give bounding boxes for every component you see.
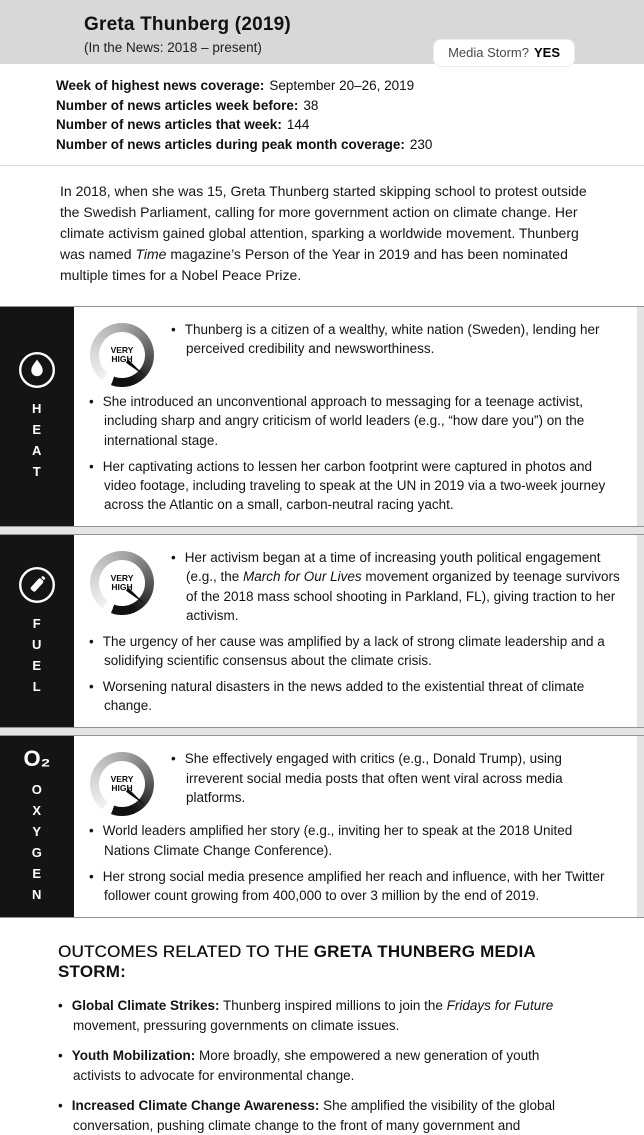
gauge-rating: VERY HIGH — [110, 774, 134, 794]
text-segment: Increased Climate Change Awareness: — [71, 1098, 320, 1114]
gauge-rating: VERY HIGH — [110, 572, 134, 593]
text-segment: She introduced an unconventional approach to messaging for a teenage activist, including sharp and angry criticism of world leaders (e.g., “how dare you”) on the international stage. — [102, 394, 585, 448]
page-subtitle: (In the News: 2018 – present) — [84, 40, 262, 55]
fuel-sidebar — [0, 535, 74, 727]
sidebar-letter: F — [32, 615, 42, 631]
bullet-item — [89, 457, 621, 514]
text-segment: movement, pressuring governments on climate issues. — [73, 1017, 400, 1033]
fuel-gauge — [90, 551, 154, 615]
heat-content — [74, 307, 637, 526]
sidebar-letter: O — [31, 782, 43, 798]
text-segment: magazine’s Person of the Year in 2019 and has been nominated multiple times for a Nobel Peace Prize. — [60, 246, 568, 284]
stat-value: 38 — [303, 97, 319, 113]
bullet-item — [89, 632, 621, 670]
sidebar-letter: N — [32, 887, 42, 903]
analysis-sections — [0, 306, 644, 918]
bullet-item — [89, 677, 621, 715]
text-segment: Youth Mobilization: — [71, 1048, 196, 1064]
oxygen-label — [32, 779, 43, 905]
fuel-content — [74, 535, 637, 727]
bullet-item — [171, 320, 621, 358]
stat-label: Week of highest news coverage: — [56, 78, 265, 93]
o2-symbol: O₂ — [23, 746, 51, 772]
sidebar-letter: E — [32, 657, 42, 673]
sidebar-letter: G — [31, 845, 43, 861]
text-segment: She effectively engaged with critics (e.g., Donald Trump), using irreverent social media posts that often went viral across media platforms. — [184, 751, 563, 805]
oxygen-sidebar — [0, 736, 74, 917]
stat-row-peak-month — [56, 135, 584, 155]
outcomes-heading — [58, 942, 586, 982]
page-title: Greta Thunberg (2019) — [84, 14, 291, 35]
bullet-item — [89, 867, 621, 905]
bullet-item — [171, 548, 621, 625]
fuel-label — [32, 613, 42, 697]
text-segment: Thunberg inspired millions to join the — [219, 998, 447, 1014]
text-segment: Worsening natural disasters in the news added to the existential threat of climate change. — [102, 679, 585, 714]
stat-label: Number of news articles during peak month coverage: — [56, 136, 405, 152]
gauge-dial — [90, 323, 154, 387]
sidebar-letter: U — [32, 636, 42, 652]
oxygen-bullets — [89, 749, 621, 905]
stat-row-week-before — [56, 96, 584, 116]
gauge-dial — [90, 752, 154, 816]
stat-value: 144 — [286, 117, 310, 133]
oxygen-gauge — [90, 752, 154, 816]
bullet-item — [58, 996, 586, 1035]
outcomes-list — [58, 996, 586, 1135]
text-segment: Fridays for Future — [446, 998, 554, 1014]
text-segment: She amplified the visibility of the global conversation, pushing climate change to the front of many government and — [73, 1098, 555, 1133]
fuel-bullets — [89, 548, 621, 715]
text-segment: March for Our Lives — [243, 569, 362, 585]
heat-sidebar — [0, 307, 74, 526]
text-segment: More broadly, she empowered a new generation of youth activists to advocate for environmental change. — [73, 1048, 540, 1083]
sidebar-letter: E — [32, 422, 42, 438]
heat-label — [32, 398, 42, 482]
sidebar-letter: T — [32, 464, 42, 480]
intro-paragraph — [0, 166, 644, 306]
sidebar-letter: L — [32, 678, 42, 694]
stat-value: September 20–26, 2019 — [269, 78, 415, 93]
oxygen-content — [74, 736, 637, 917]
bullet-item — [89, 392, 621, 449]
text-segment: Thunberg is a citizen of a wealthy, white nation (Sweden), lending her perceived credibility and newsworthiness. — [184, 322, 600, 357]
stat-label: Number of news articles week before: — [56, 97, 299, 113]
text-segment: Her activism began at a time of increasing youth political engagement (e.g., the — [184, 550, 601, 585]
bullet-item — [171, 749, 621, 806]
sidebar-letter: E — [32, 866, 42, 882]
media-storm-question: Media Storm? — [448, 45, 529, 60]
o2-icon — [24, 748, 51, 770]
text-segment: movement organized by teenage survivors of the 2018 mass school shooting in Parkland, FL), giving traction to her activism. — [186, 569, 620, 623]
news-coverage-stats — [0, 64, 644, 166]
stat-row-that-week — [56, 115, 584, 135]
sidebar-letter: X — [32, 803, 42, 819]
gauge-dial — [90, 551, 154, 615]
sidebar-letter: A — [32, 443, 42, 459]
outcomes-heading-emphasis: GRETA THUNBERG MEDIA STORM: — [58, 942, 536, 982]
torch-icon — [18, 566, 56, 604]
section-fuel — [0, 534, 644, 728]
bullet-item — [89, 821, 621, 859]
heat-bullets — [89, 320, 621, 514]
text-segment: The urgency of her cause was amplified by a lack of strong climate leadership and a solidifying scientific consensus about the climate crisis. — [102, 633, 605, 668]
sidebar-letter: H — [32, 401, 42, 417]
section-heat — [0, 306, 644, 527]
text-segment: World leaders amplified her story (e.g., inviting her to speak at the 2018 United Nations Climate Change Conference). — [102, 823, 573, 858]
text-segment: Global Climate Strikes: — [71, 998, 220, 1014]
bullet-item — [58, 1046, 586, 1085]
stat-label: Number of news articles that week: — [56, 117, 282, 133]
stat-row-peak-week — [56, 76, 584, 96]
gauge-rating: VERY HIGH — [110, 344, 134, 365]
text-segment: Her captivating actions to lessen her carbon footprint were captured in photos and video footage, including traveling to speak at the UN in 2019 via a two-week journey across the Atlantic on a small, carbon-neutral racing yacht. — [102, 458, 606, 513]
outcomes-heading-prefix: OUTCOMES RELATED TO THE — [58, 942, 314, 962]
bullet-item — [58, 1096, 586, 1135]
section-oxygen — [0, 735, 644, 918]
flame-icon — [18, 351, 56, 389]
media-storm-answer: YES — [533, 45, 560, 60]
text-segment: Her strong social media presence amplified her reach and influence, with her Twitter follower count growing from 400,000 to over 3 million by the end of 2019. — [102, 868, 605, 903]
outcomes-section — [0, 918, 644, 1135]
media-storm-badge — [434, 40, 574, 66]
heat-gauge — [90, 323, 154, 387]
text-segment: Time — [135, 246, 167, 263]
text-segment: In 2018, when she was 15, Greta Thunberg started skipping school to protest outside the Swedish Parliament, calling for more government action on climate change. Her climate activism gained global attention, sparking a worldwide movement. Thunberg was named — [60, 183, 587, 263]
sidebar-letter: Y — [32, 824, 42, 840]
stat-value: 230 — [409, 136, 433, 152]
